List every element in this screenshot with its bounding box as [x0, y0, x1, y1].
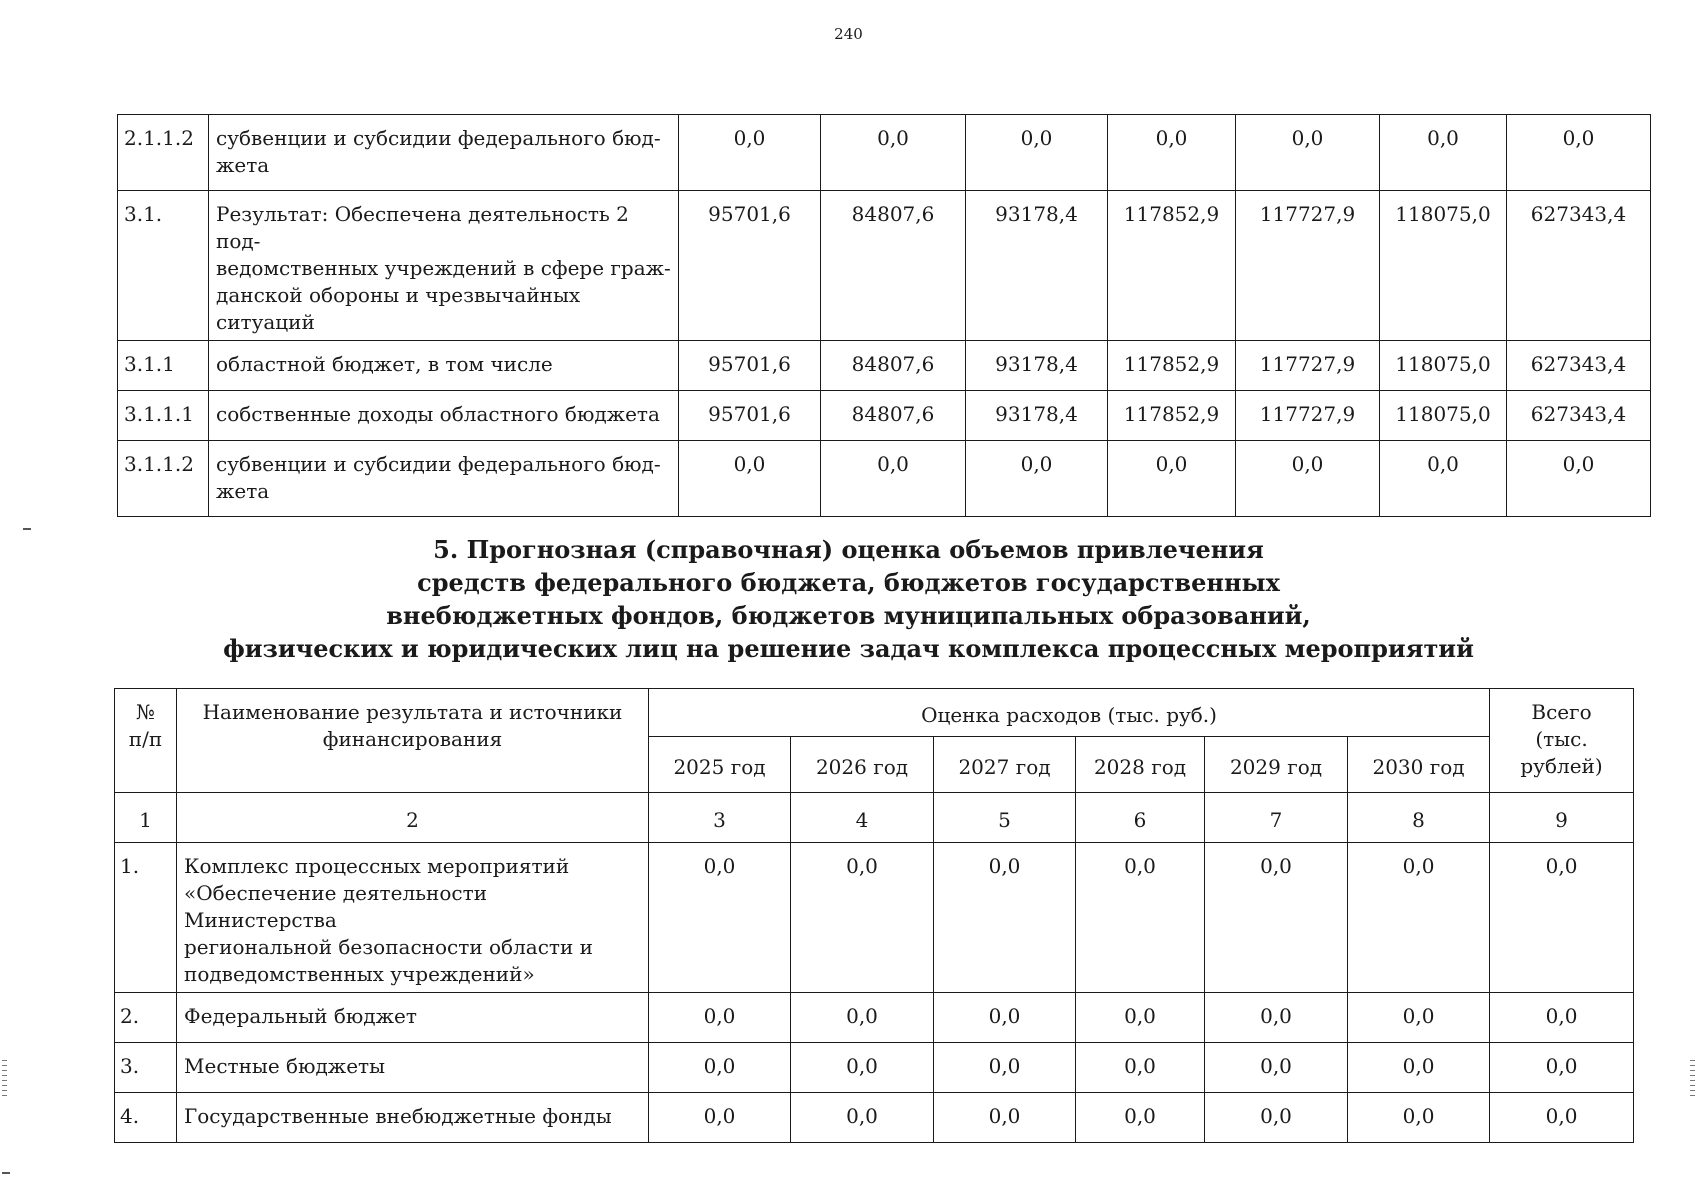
row-code: 3.1.1.2 — [118, 441, 209, 517]
value-cell: 118075,0 — [1380, 341, 1507, 391]
table-row — [118, 115, 1651, 191]
table-row — [115, 843, 1634, 993]
value-cell: 0,0 — [934, 1043, 1076, 1093]
margin-mark — [23, 528, 31, 530]
value-cell: 0,0 — [1490, 1043, 1634, 1093]
value-cell: 0,0 — [1205, 1093, 1348, 1143]
value-cell: 627343,4 — [1507, 341, 1651, 391]
value-cell: 95701,6 — [679, 191, 821, 341]
forecast-table — [114, 688, 1634, 1143]
table-row — [115, 1093, 1634, 1143]
value-cell: 118075,0 — [1380, 191, 1507, 341]
value-cell: 93178,4 — [966, 391, 1108, 441]
value-cell: 0,0 — [791, 993, 934, 1043]
table-row — [115, 993, 1634, 1043]
header-year: 2029 год — [1205, 737, 1348, 793]
value-cell: 84807,6 — [821, 191, 966, 341]
value-cell: 0,0 — [1348, 993, 1490, 1043]
header-year: 2027 год — [934, 737, 1076, 793]
value-cell: 0,0 — [1348, 1043, 1490, 1093]
value-cell: 0,0 — [966, 441, 1108, 517]
value-cell: 627343,4 — [1507, 391, 1651, 441]
header-expenses: Оценка расходов (тыс. руб.) — [649, 689, 1490, 737]
value-cell: 0,0 — [679, 115, 821, 191]
margin-mark — [2, 1060, 7, 1100]
value-cell: 0,0 — [1348, 843, 1490, 993]
value-cell: 0,0 — [1348, 1093, 1490, 1143]
header-year: 2025 год — [649, 737, 791, 793]
value-cell: 95701,6 — [679, 341, 821, 391]
value-cell: 84807,6 — [821, 341, 966, 391]
value-cell: 0,0 — [1236, 441, 1380, 517]
value-cell: 0,0 — [1205, 1043, 1348, 1093]
margin-mark — [1690, 1060, 1695, 1100]
value-cell: 0,0 — [1507, 441, 1651, 517]
row-code: 4. — [115, 1093, 177, 1143]
row-name: Государственные внебюджетные фонды — [177, 1093, 649, 1143]
value-cell: 117727,9 — [1236, 341, 1380, 391]
value-cell: 117852,9 — [1108, 191, 1236, 341]
value-cell: 93178,4 — [966, 191, 1108, 341]
row-code: 3.1.1.1 — [118, 391, 209, 441]
row-name: собственные доходы областного бюджета — [209, 391, 679, 441]
budget-table-continued — [117, 114, 1651, 517]
table-row — [118, 191, 1651, 341]
column-number: 2 — [177, 793, 649, 843]
column-number: 3 — [649, 793, 791, 843]
row-code: 1. — [115, 843, 177, 993]
value-cell: 0,0 — [1076, 993, 1205, 1043]
value-cell: 93178,4 — [966, 341, 1108, 391]
row-code: 3.1. — [118, 191, 209, 341]
value-cell: 0,0 — [1205, 993, 1348, 1043]
row-code: 2.1.1.2 — [118, 115, 209, 191]
value-cell: 0,0 — [791, 1093, 934, 1143]
value-cell: 0,0 — [649, 993, 791, 1043]
header-year: 2026 год — [791, 737, 934, 793]
column-number: 7 — [1205, 793, 1348, 843]
value-cell: 627343,4 — [1507, 191, 1651, 341]
column-number: 1 — [115, 793, 177, 843]
value-cell: 0,0 — [1490, 1093, 1634, 1143]
row-name: Комплекс процессных мероприятий «Обеспечение деятельности Министерства региональной безопасности области и подведомственных учреждений» — [177, 843, 649, 993]
header-num: № п/п — [115, 689, 177, 793]
value-cell: 0,0 — [649, 1043, 791, 1093]
row-name: Федеральный бюджет — [177, 993, 649, 1043]
section-title-line: физических и юридических лиц на решение задач комплекса процессных мероприятий — [223, 634, 1474, 663]
column-number: 6 — [1076, 793, 1205, 843]
row-name: Результат: Обеспечена деятельность 2 под- ведомственных учреждений в сфере граж- данской обороны и чрезвычайных ситуаций — [209, 191, 679, 341]
row-name: Местные бюджеты — [177, 1043, 649, 1093]
value-cell: 118075,0 — [1380, 391, 1507, 441]
value-cell: 0,0 — [1490, 843, 1634, 993]
value-cell: 0,0 — [934, 1093, 1076, 1143]
value-cell: 0,0 — [1108, 115, 1236, 191]
value-cell: 117852,9 — [1108, 391, 1236, 441]
header-year: 2028 год — [1076, 737, 1205, 793]
value-cell: 84807,6 — [821, 391, 966, 441]
table-row — [118, 441, 1651, 517]
margin-mark — [2, 1172, 10, 1174]
value-cell: 0,0 — [1236, 115, 1380, 191]
value-cell: 0,0 — [934, 993, 1076, 1043]
value-cell: 0,0 — [649, 843, 791, 993]
header-year: 2030 год — [1348, 737, 1490, 793]
column-number: 4 — [791, 793, 934, 843]
value-cell: 0,0 — [934, 843, 1076, 993]
header-name: Наименование результата и источники финансирования — [177, 689, 649, 793]
value-cell: 0,0 — [1076, 1093, 1205, 1143]
row-code: 3. — [115, 1043, 177, 1093]
page-number: 240 — [834, 25, 863, 43]
value-cell: 0,0 — [679, 441, 821, 517]
table-row — [118, 341, 1651, 391]
value-cell: 0,0 — [1490, 993, 1634, 1043]
row-code: 2. — [115, 993, 177, 1043]
column-number: 8 — [1348, 793, 1490, 843]
value-cell: 0,0 — [791, 843, 934, 993]
value-cell: 0,0 — [821, 115, 966, 191]
value-cell: 95701,6 — [679, 391, 821, 441]
value-cell: 0,0 — [1205, 843, 1348, 993]
header-total: Всего (тыс. рублей) — [1490, 689, 1634, 793]
value-cell: 0,0 — [1380, 441, 1507, 517]
value-cell: 0,0 — [791, 1043, 934, 1093]
value-cell: 0,0 — [821, 441, 966, 517]
table-row — [115, 1043, 1634, 1093]
value-cell: 0,0 — [1108, 441, 1236, 517]
section-title-line: внебюджетных фондов, бюджетов муниципальных образований, — [386, 601, 1311, 630]
value-cell: 0,0 — [649, 1093, 791, 1143]
value-cell: 0,0 — [1507, 115, 1651, 191]
value-cell: 0,0 — [1076, 1043, 1205, 1093]
value-cell: 0,0 — [1380, 115, 1507, 191]
value-cell: 0,0 — [966, 115, 1108, 191]
section-title-line: средств федерального бюджета, бюджетов государственных — [417, 568, 1280, 597]
row-name: субвенции и субсидии федерального бюд- жета — [209, 441, 679, 517]
section-title-line: 5. Прогнозная (справочная) оценка объемов привлечения — [433, 535, 1264, 564]
value-cell: 117727,9 — [1236, 391, 1380, 441]
row-code: 3.1.1 — [118, 341, 209, 391]
row-name: субвенции и субсидии федерального бюд- жета — [209, 115, 679, 191]
section-title — [0, 533, 1697, 665]
value-cell: 117852,9 — [1108, 341, 1236, 391]
row-name: областной бюджет, в том числе — [209, 341, 679, 391]
table-row — [118, 391, 1651, 441]
column-number: 5 — [934, 793, 1076, 843]
column-number: 9 — [1490, 793, 1634, 843]
value-cell: 0,0 — [1076, 843, 1205, 993]
value-cell: 117727,9 — [1236, 191, 1380, 341]
